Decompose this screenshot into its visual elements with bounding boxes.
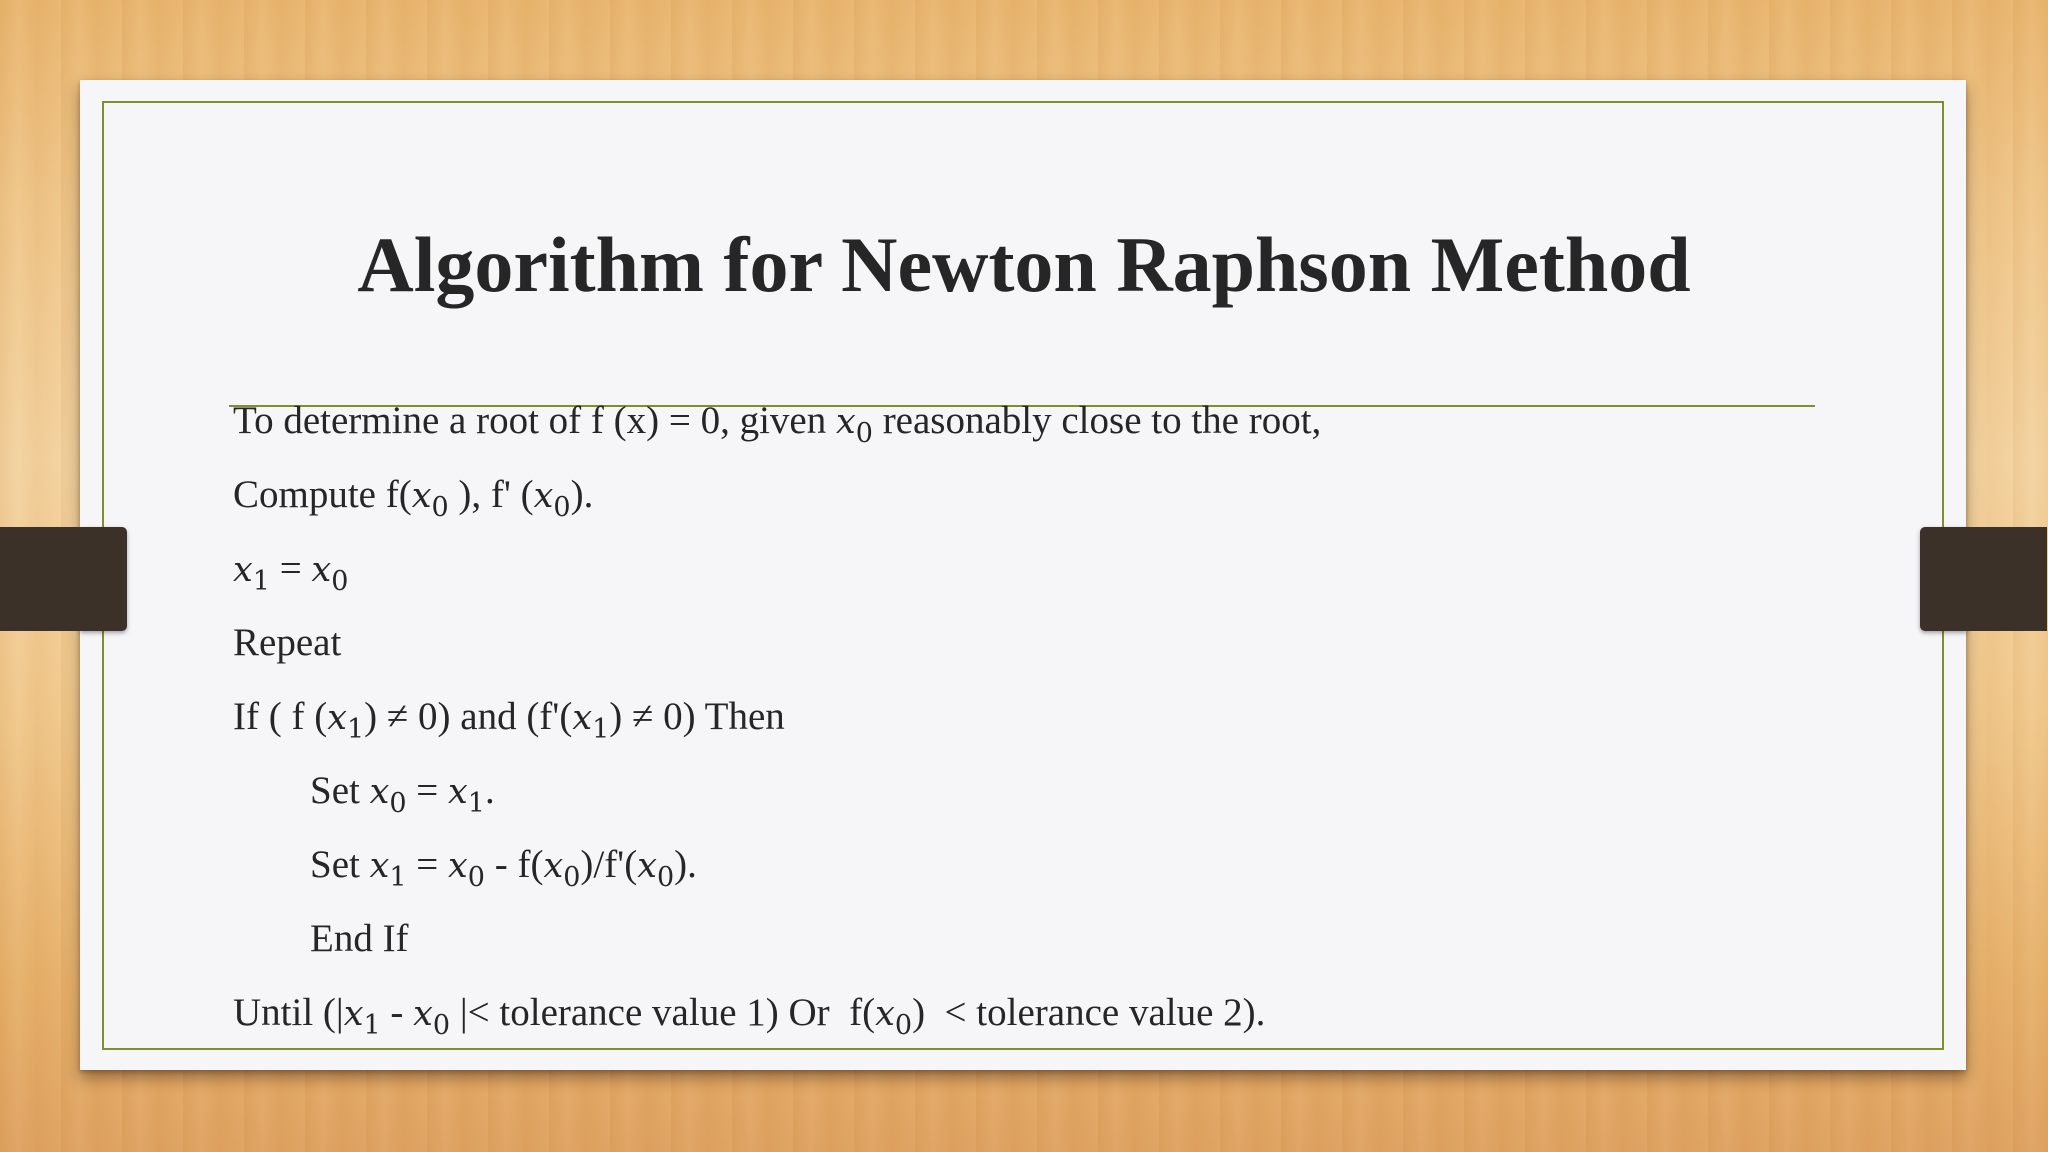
algorithm-line-root-statement: To determine a root of f (x) = 0, given $x_0$ reasonably close to the root, — [233, 399, 1322, 449]
algorithm-line-set-x1: Set $x_1 = x_0 - f(x_0)/f'(x_0)$. — [310, 843, 697, 893]
algorithm-line-repeat: Repeat — [233, 621, 342, 664]
algorithm-line-set-x0: Set $x_0 = x_1$. — [310, 769, 495, 819]
algorithm-body — [233, 392, 1833, 1058]
algorithm-line-until: Until ($|x_1 - x_0$ |< tolerance value 1) Or $f(x_0)$ < tolerance value 2). — [233, 991, 1266, 1041]
left-binder-clip — [80, 527, 127, 631]
algorithm-line-compute: Compute $f(x_0$ ), f' $(x_0)$. — [233, 473, 594, 523]
slide-title: Algorithm for Newton Raphson Method — [357, 221, 1691, 308]
algorithm-line-if: If ( f $(x_1) \ne 0$) and $(f'(x_1) \ne 0)$ Then — [233, 695, 785, 745]
right-binder-clip — [1920, 527, 1967, 631]
algorithm-line-assign: $x_1 = x_0$ — [233, 547, 349, 597]
algorithm-line-end-if: End If — [310, 917, 409, 960]
